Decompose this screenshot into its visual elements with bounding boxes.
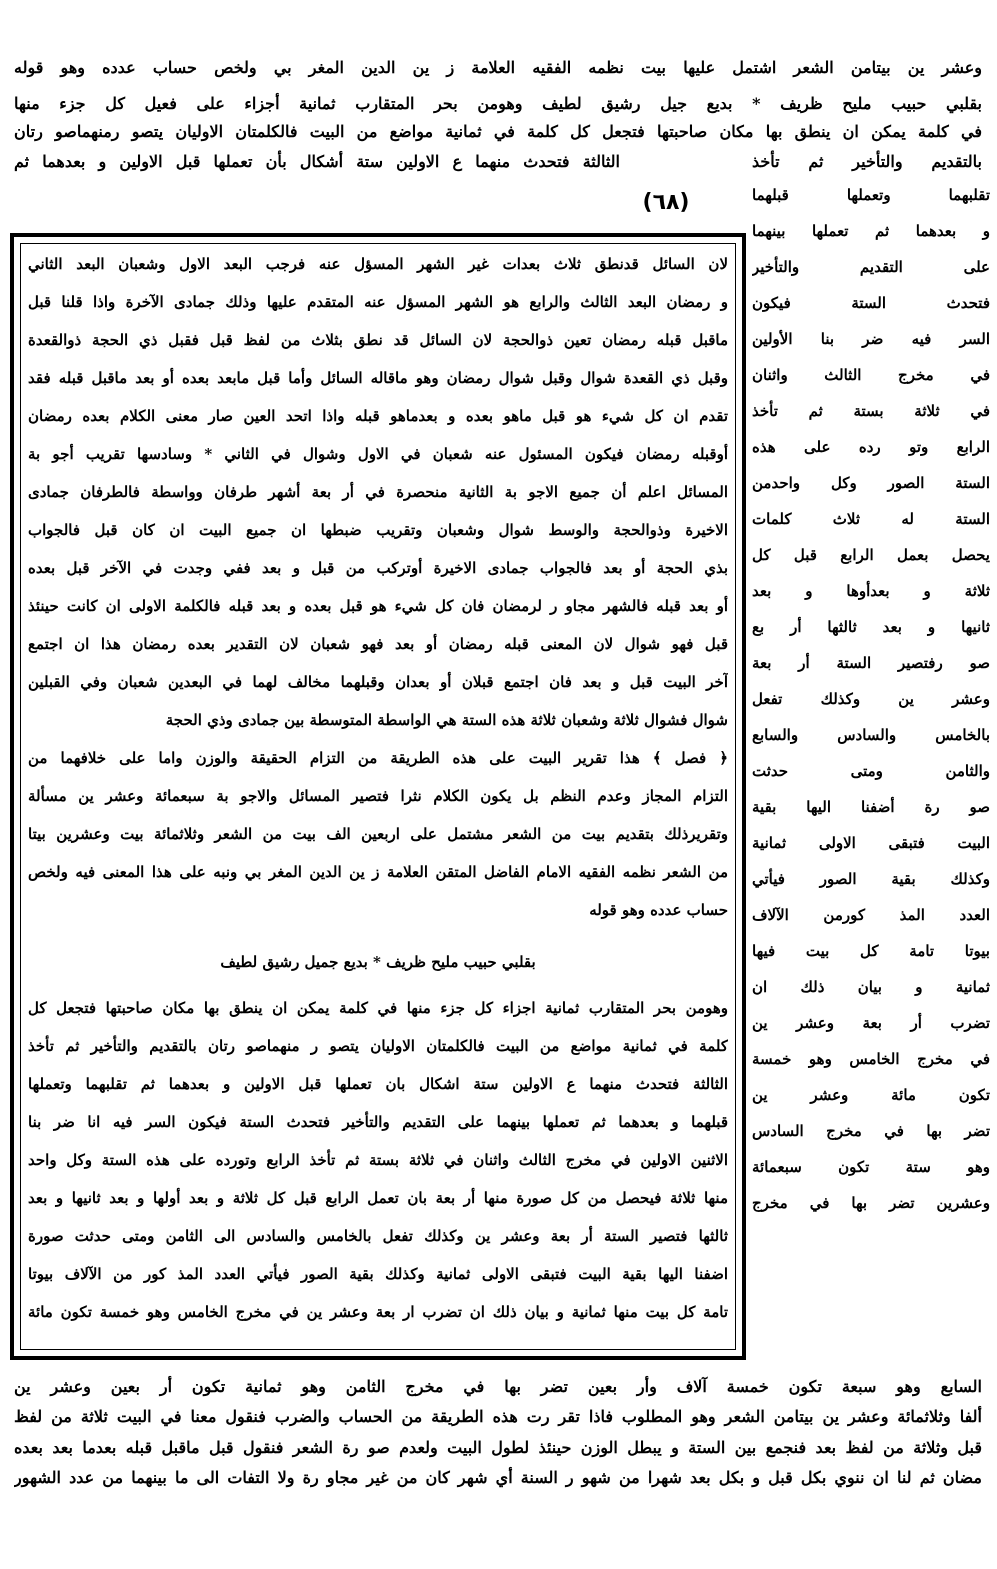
box-line: المسائل اعلم أن جميع الاجو بة الثانية منحصرة في أر بعة أشهر طرفان وواسطة فالطرفان جمادى bbox=[28, 483, 728, 501]
box-line: من الشعر نظمه الفقيه الامام الفاضل المتقن العلامة ز ين الدين المغر بي ونبه على هذا المعنى فيه ولخص bbox=[28, 863, 728, 881]
margin-line: وكذلك بقية الصور فيأتي bbox=[752, 870, 990, 888]
margin-line: الستة له ثلاث كلمات bbox=[752, 510, 990, 528]
box-line: الاثنين الاولين في مخرج الثالث واثنان في ثلاثة بستة ثم تأخذ الرابع وتورده على هذه الستة وكل واحد bbox=[28, 1151, 728, 1169]
margin-line: العدد المذ كورمن الآلاف bbox=[752, 906, 990, 924]
box-line: قبلهما و بعدهما ثم تعملها بينهما على التقديم والتأخير فتحدث الستة فيكون السر فيه انا ضر بنا bbox=[28, 1113, 728, 1131]
text-line: بالتقديم والتأخير ثم تأخذ bbox=[752, 152, 982, 171]
margin-line: صو رة أضفنا اليها بقية bbox=[752, 798, 990, 816]
box-line: لان السائل قدنطق ثلاث بعدات غير الشهر المسؤل عنه فرجب البعد الاول وشعبان البعد الثاني bbox=[28, 255, 728, 273]
margin-line: ثلاثة و بعدأوها و بعد bbox=[752, 582, 990, 600]
margin-line: فتحدث الستة فيكون bbox=[752, 294, 990, 312]
box-line: شوال فشوال ثلاثة وشعبان ثلاثة هذه الستة هي الواسطة المتوسطة بين جمادى وذي الحجة bbox=[165, 711, 728, 729]
section-heading-line: ﴿ فصل ﴾ هذا تقرير البيت على هذه الطريقة من التزام الحقيقة والوزن واما على خلافهما من bbox=[28, 749, 728, 767]
margin-line: ثانيها و بعد ثالثها أر بع bbox=[752, 618, 990, 636]
box-line: وتقريرذلك بتقديم بيت من الشعر مشتمل على اربعين الف بيت من الشعر وثلاثمائة بيت وعشرين بيتا bbox=[28, 825, 728, 843]
box-line: وهومن بحر المتقارب ثمانية اجزاء كل جزء منها في كلمة يمكن ان ينطق بها مكان صاحبتها فتجعل كل bbox=[28, 999, 728, 1017]
margin-line: والثامن ومتى حدثت bbox=[752, 762, 990, 780]
margin-line: وعشر ين وكذلك تفعل bbox=[752, 690, 990, 708]
box-line: آخر البيت قبل و بعد فان اجتمع قبلان أو بعدان وقبلهما مخالف لهما في البعدين شعبان وفي القبلين bbox=[28, 673, 728, 691]
box-line: وقبل ذي القعدة شوال وقبل شوال رمضان وهو ماقاله السائل وأما قبل مابعد بعده أو بعد ماقبل قبله فقد bbox=[28, 369, 728, 387]
margin-line: في ثلاثة بستة ثم تأخذ bbox=[752, 402, 990, 420]
box-line: أوقبله رمضان فيكون المسئول عنه شعبان في الاول وشوال في الثاني * وسادسها تقريب أجو بة bbox=[28, 445, 728, 463]
box-line: منها ثلاثة فيحصل من كل صورة منها أر بعة بان تعمل الرابع قبل كل ثلاثة و بعد أولها و بعد ثانيها و بعد bbox=[28, 1189, 728, 1207]
box-line: قبل فهو شوال لان المعنى قبله رمضان أو بعد فهو شعبان لان التقدير بعده رمضان هذا ان اجتمع bbox=[28, 635, 728, 653]
margin-line: تقلبهما وتعملها قبلهما bbox=[752, 186, 990, 204]
margin-line: في مخرج الثالث واثنان bbox=[752, 366, 990, 384]
text-line: قبل وثلاثة من لفظ بعد فنجمع بين الستة و يبطل الوزن حينئذ لطول البيت ولعدم صو رة الشعر فنقول قبل ماقبل قبله بعدما بعد بعده bbox=[14, 1438, 982, 1457]
box-line: بذي الحجة أو بعد فالجواب جمادى الاخيرة أوتركب من قبل و بعد ففي وجدت في الآخر قبل بعده bbox=[28, 559, 728, 577]
margin-line: الستة الصور وكل واحدمن bbox=[752, 474, 990, 492]
box-line: حساب عدده وهو قوله bbox=[589, 901, 728, 919]
text-line: مضان ثم لنا ان ننوي بكل قبل و بكل بعد شهرا من شهو ر السنة أي شهر كان من غير مجاو رة ولا التفات الى ما بينهما من عدد الشهور bbox=[14, 1468, 982, 1487]
margin-line: و بعدهما ثم تعملها بينهما bbox=[752, 222, 990, 240]
margin-line: وعشرين تضر بها في مخرج bbox=[752, 1194, 990, 1212]
text-line: الثالثة فتحدث منهما ع الاولين ستة أشكال بأن تعملها قبل الاولين و بعدهما ثم bbox=[14, 152, 620, 171]
text-line: وعشر ين بيتامن الشعر اشتمل عليها بيت نظمه الفقيه العلامة ز ين الدين المغر بي ولخص حساب عدده وهو قوله bbox=[14, 58, 982, 77]
margin-line: السر فيه ضر بنا الأولين bbox=[752, 330, 990, 348]
box-line: ثالثها فتصير الستة أر بعة وعشر ين وكذلك تفعل بالخامس والسادس الى الثامن ومتى حدثت صورة bbox=[28, 1227, 728, 1245]
box-line: كلمة في ثمانية مواضع من البيت فالكلمتان الاوليان يتصو ر منهماصو رتان بالتقديم والتأخير ثم تأخذ bbox=[28, 1037, 728, 1055]
margin-line: وهو ستة تكون سبعمائة bbox=[752, 1158, 990, 1176]
text-line: ألفا وثلاثمائة وعشر ين بيتامن الشعر وهو المطلوب فاذا تقر رت هذه الطريقة من الحساب والضرب فنقول معنا في البيت ثلاثة من لفظ bbox=[14, 1407, 982, 1426]
box-line: أو بعد قبله فالشهر مجاو ر لرمضان فان كل شيء هو قبل بعده و بعد قبله فالكلمة الاولى ان كانت حينئذ bbox=[28, 597, 728, 615]
margin-line: بالخامس والسادس والسابع bbox=[752, 726, 990, 744]
box-line: تامة كل بيت منها ثمانية و بيان ذلك ان تضرب ار بعة وعشر ين في مخرج الخامس وهو خمسة تكون مائة bbox=[28, 1303, 728, 1321]
margin-line: بيوتا تامة كل بيت فيها bbox=[752, 942, 990, 960]
margin-line: على التقديم والتأخير bbox=[752, 258, 990, 276]
box-line: تقدم ان كل شيء هو قبل ماهو بعده و بعدماهو قبله واذا اتحد العين صار معنى الكلام بعده رمضان bbox=[28, 407, 728, 425]
text-line: بقلبي حبيب مليح ظريف * بديع جيل رشيق لطيف وهومن بحر المتقارب ثمانية أجزاء على فعيل كل جزء منها bbox=[14, 94, 982, 113]
margin-line: تضر بها في مخرج السادس bbox=[752, 1122, 990, 1140]
text-line: السابع وهو سبعة تكون خمسة آلاف وأر بعين تضر بها في مخرج الثامن وهو ثمانية تكون أر بعين وعشر ين bbox=[14, 1377, 982, 1396]
page-number: (٦٨) bbox=[642, 190, 690, 215]
margin-line: ثمانية و بيان ذلك ان bbox=[752, 978, 990, 996]
margin-line: في مخرج الخامس وهو خمسة bbox=[752, 1050, 990, 1068]
margin-line: تكون مائة وعشر ين bbox=[752, 1086, 990, 1104]
margin-line: تضرب أر بعة وعشر ين bbox=[752, 1014, 990, 1032]
margin-line: الرابع وتو رده على هذه bbox=[752, 438, 990, 456]
box-line: و رمضان البعد الثالث والرابع هو الشهر المسؤل عنه المتقدم عليها وذلك جمادى الآخرة واذا قلنا قبل bbox=[28, 293, 728, 311]
box-line: ماقبل قبله رمضان تعين ذوالحجة لان السائل قد نطق بثلاث من لفظ قبل فقبل ذي الحجة ذوالقعدة bbox=[28, 331, 728, 349]
margin-line: يحصل بعمل الرابع قبل كل bbox=[752, 546, 990, 564]
verse-line: بقلبي حبيب مليح ظريف * بديع جميل رشيق لطيف bbox=[220, 953, 536, 971]
box-line: التزام المجاز وعدم النظم بل يكون الكلام نثرا فتصير المسائل والاجو بة سبعمائة وعشر ين مسألة bbox=[28, 787, 728, 805]
text-line: في كلمة يمكن ان ينطق بها مكان صاحبتها فتجعل كل كلمة في ثمانية مواضع من البيت فالكلمتان الاوليان يتصو رمنهماصو رتان bbox=[14, 122, 982, 141]
margin-line: صو رفتصير الستة أر بعة bbox=[752, 654, 990, 672]
box-line: الاخيرة وذوالحجة والوسط شوال وشعبان وتقريب ضبطها ان جميع البيت ان كان قبل فالجواب bbox=[28, 521, 728, 539]
box-line: اضفنا اليها بقية البيت فتبقى الاولى ثمانية وكذلك بقية الصور فيأتي العدد المذ كور من الآلاف بيوتا bbox=[28, 1265, 728, 1283]
margin-line: البيت فتبقى الاولى ثمانية bbox=[752, 834, 990, 852]
box-line: الثالثة فتحدث منهما ع الاولين ستة اشكال بان تعملها قبل الاولين و بعدهما ثم تقلبهما وتعملها bbox=[28, 1075, 728, 1093]
